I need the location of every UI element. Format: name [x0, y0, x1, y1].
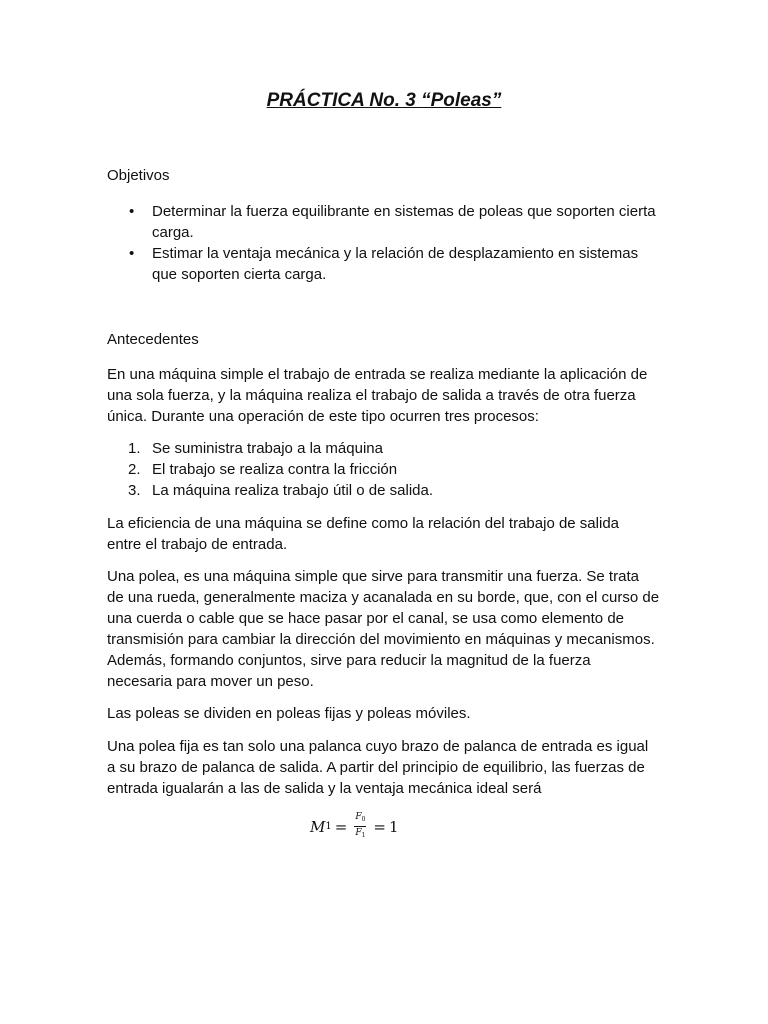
proceso-item [107, 438, 667, 459]
bullet-marker: • [129, 203, 135, 220]
paragraph-line: Además, formando conjuntos, sirve para reducir la magnitud de la fuerza [107, 652, 591, 669]
paragraph-line: Una polea, es una máquina simple que sirve para transmitir una fuerza. Se trata [107, 568, 639, 585]
proceso-text: Se suministra trabajo a la máquina [152, 440, 383, 457]
paragraph-line: una cuerda o cable que se hace pasar por el canal, se usa como elemento de [107, 610, 625, 627]
antecedentes-heading: Antecedentes [107, 331, 199, 348]
formula-equals: = [334, 817, 348, 836]
paragraph-line: de una rueda, generalmente maciza y acanalada en su borde, que, con el curso de [107, 589, 660, 606]
paragraph-line: Una polea fija es tan solo una palanca cuyo brazo de palanca de entrada es igual [107, 738, 649, 755]
paragraph-tipos-poleas [107, 703, 667, 724]
formula-denominator [355, 827, 365, 841]
paragraph-maquina-simple [107, 364, 667, 427]
paragraph-eficiencia [107, 513, 667, 555]
paragraph-line: necesaria para mover un peso. [107, 673, 314, 690]
proceso-text: La máquina realiza trabajo útil o de salida. [152, 482, 434, 499]
objetivo-line: Determinar la fuerza equilibrante en sistemas de poleas que soporten cierta [152, 203, 656, 220]
proceso-item [107, 459, 667, 480]
formula-lhs-subscript: 1 [325, 821, 332, 832]
bullet-marker: • [129, 245, 135, 262]
paragraph-line: a su brazo de palanca de salida. A partir del principio de equilibrio, las fuerzas de [107, 759, 645, 776]
paragraph-line: transmisión para cambiar la dirección del movimiento en máquinas y mecanismos. [107, 631, 655, 648]
paragraph-line: entre el trabajo de entrada. [107, 536, 288, 553]
formula-lhs: M [310, 817, 326, 836]
objetivos-heading: Objetivos [107, 167, 170, 184]
number-marker: 1. [128, 440, 141, 457]
numerator-subscript: 0 [361, 816, 366, 823]
formula-fraction [354, 812, 366, 841]
ventaja-mecanica-formula [310, 812, 399, 841]
objetivo-item [107, 243, 667, 285]
formula-numerator [354, 812, 366, 827]
objetivo-line: Estimar la ventaja mecánica y la relación de desplazamiento en sistemas [152, 245, 639, 262]
formula-equals: = [373, 817, 386, 836]
page-title: PRÁCTICA No. 3 “Poleas” [266, 90, 502, 111]
number-marker: 2. [128, 461, 141, 478]
objetivo-line: carga. [152, 224, 194, 241]
denominator-symbol: F [355, 828, 362, 838]
paragraph-line: En una máquina simple el trabajo de entrada se realiza mediante la aplicación de [107, 366, 648, 383]
procesos-list [107, 438, 667, 501]
paragraph-line: una sola fuerza, y la máquina realiza el trabajo de salida a través de otra fuerza [107, 387, 636, 404]
paragraph-line: entrada igualarán a las de salida y la ventaja mecánica ideal será [107, 780, 542, 797]
paragraph-polea [107, 566, 667, 692]
paragraph-polea-fija [107, 736, 667, 799]
number-marker: 3. [128, 482, 141, 499]
formula-rhs: 1 [388, 817, 399, 836]
paragraph-line: Las poleas se dividen en poleas fijas y poleas móviles. [107, 705, 471, 722]
proceso-item [107, 480, 667, 501]
paragraph-line: única. Durante una operación de este tipo ocurren tres procesos: [107, 408, 539, 425]
proceso-text: El trabajo se realiza contra la fricción [152, 461, 398, 478]
paragraph-line: La eficiencia de una máquina se define como la relación del trabajo de salida [107, 515, 619, 532]
numerator-symbol: F [355, 812, 362, 822]
objetivo-line: que soporten cierta carga. [152, 266, 327, 283]
denominator-subscript: 1 [361, 832, 366, 839]
objetivo-item [107, 201, 667, 243]
objetivos-list [107, 201, 667, 285]
